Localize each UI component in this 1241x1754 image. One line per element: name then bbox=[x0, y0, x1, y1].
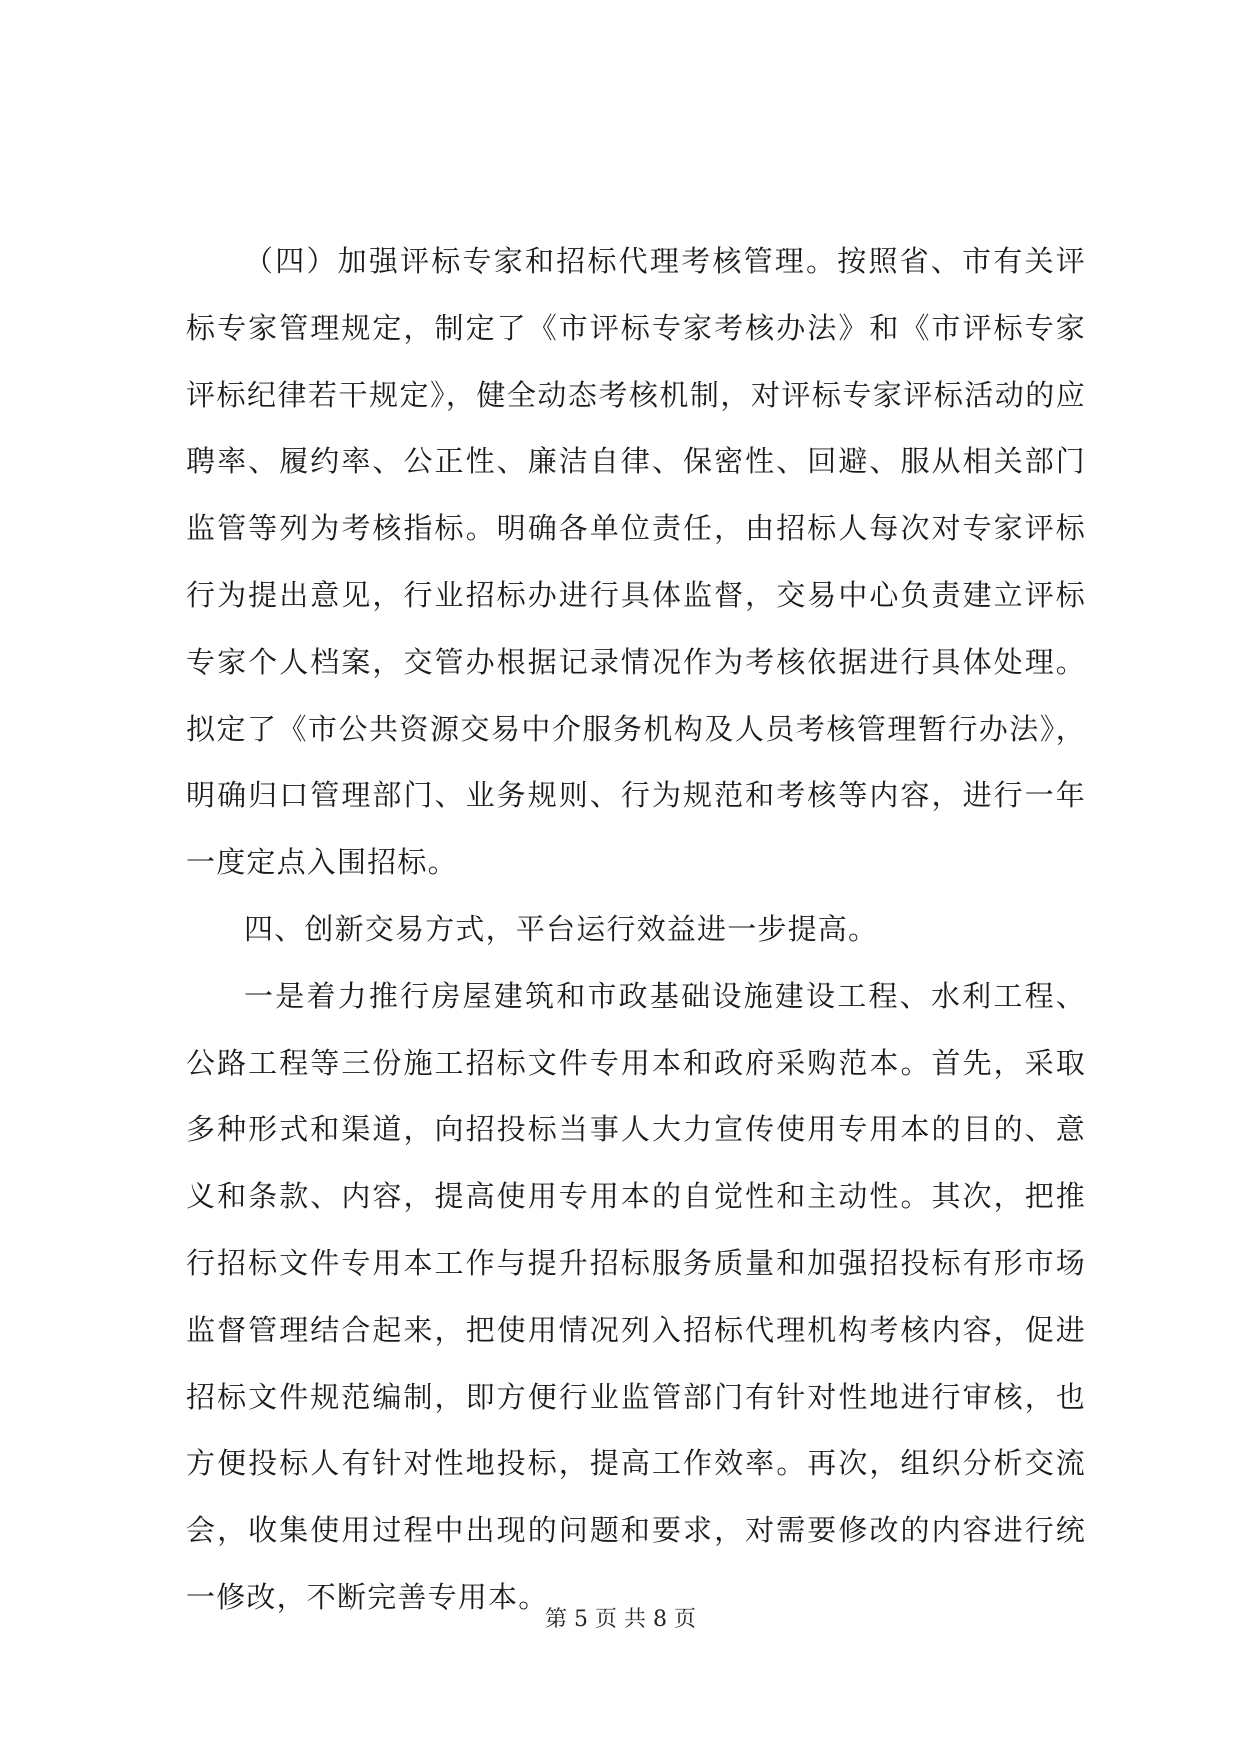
document-body bbox=[186, 228, 1086, 1631]
section-heading-innovation: 四、创新交易方式，平台运行效益进一步提高。 bbox=[244, 911, 879, 946]
paragraph-bidding-documents: 一是着力推行房屋建筑和市政基础设施建设工程、水利工程、公路工程等三份施工招标文件专用本和政府采购范本。首先，采取多种形式和渠道，向招投标当事人大力宣传使用专用本的目的、意义和条款、内容，提高使用专用本的自觉性和主动性。其次，把推行招标文件专用本工作与提升招标服务质量和加强招投标有形市场监督管理结合起来，把使用情况列入招标代理机构考核内容，促进招标文件规范编制，即方便行业监管部门有针对性地进行审核，也方便投标人有针对性地投标，提高工作效率。再次，组织分析交流会，收集使用过程中出现的问题和要求，对需要修改的内容进行统一修改，不断完善专用本。 bbox=[186, 978, 1086, 1614]
page-number-footer: 第 5 页 共 8 页 bbox=[545, 1607, 696, 1632]
paragraph-evaluation-management: （四）加强评标专家和招标代理考核管理。按照省、市有关评标专家管理规定，制定了《市评标专家考核办法》和《市评标专家评标纪律若干规定》，健全动态考核机制，对评标专家评标活动的应聘率、履约率、公正性、廉洁自律、保密性、回避、服从相关部门监管等列为考核指标。明确各单位责任，由招标人每次对专家评标行为提出意见，行业招标办进行具体监督，交易中心负责建立评标专家个人档案，交管办根据记录情况作为考核依据进行具体处理。拟定了《市公共资源交易中介服务机构及人员考核管理暂行办法》，明确归口管理部门、业务规则、行为规范和考核等内容，进行一年一度定点入围招标。 bbox=[186, 244, 1086, 880]
